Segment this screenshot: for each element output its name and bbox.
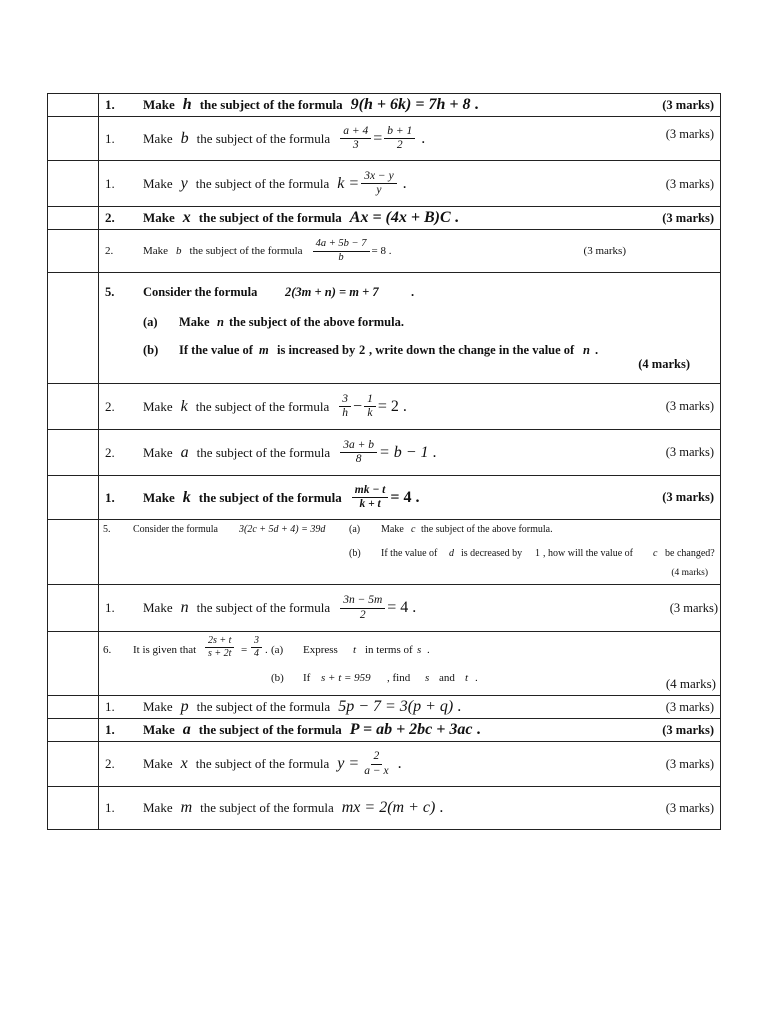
part-b-text: If the value of	[381, 548, 438, 559]
part-b-label: (b)	[143, 343, 159, 357]
fraction: $\frac{b + 1}{2}$	[384, 125, 415, 152]
formula-end: .	[421, 129, 426, 147]
formula-rhs: = 4	[387, 599, 409, 616]
subject-variable: h	[182, 96, 192, 113]
question-text: Make	[143, 130, 173, 146]
number-column-cell	[48, 273, 99, 384]
marks: (3 marks)	[665, 127, 714, 141]
question-text: Make	[143, 444, 173, 460]
question-cell	[99, 94, 721, 117]
formula-end: .	[412, 599, 417, 616]
table-row	[48, 207, 721, 230]
marks: (3 marks)	[662, 97, 714, 112]
part-a-text: Express	[303, 644, 338, 656]
formula-rhs: = 2	[377, 397, 399, 415]
marks: (4 marks)	[638, 357, 690, 371]
fraction: $\frac{2}{a - x}$	[364, 750, 389, 777]
formula-rhs: = 8	[371, 245, 386, 257]
part-b-text: If the value of	[179, 343, 253, 357]
number-column-cell	[48, 230, 99, 273]
marks: (3 marks)	[665, 399, 714, 413]
number-column-cell	[48, 742, 99, 787]
part-b-label: (b)	[271, 672, 284, 684]
part-b-rest: , find	[387, 672, 411, 684]
question-cell	[99, 719, 721, 742]
formula-end: .	[397, 755, 402, 772]
fraction: $\frac{2s + t}{s + 2t}$	[205, 635, 234, 659]
question-text: Make	[143, 245, 169, 257]
formula-end: .	[415, 488, 420, 506]
number-column-cell	[48, 207, 99, 230]
question-text-rest: the subject of the formula	[195, 175, 330, 191]
question-text: Make	[143, 756, 173, 771]
subject-variable: x	[182, 209, 191, 226]
fraction: $\frac{a + 4}{3}$	[340, 125, 371, 152]
question-text-rest: the subject of the formula	[199, 97, 343, 112]
question-text: Make	[143, 699, 173, 714]
formula-end: .	[411, 285, 415, 299]
question-number: 2.	[105, 245, 114, 257]
question-text: It is given that	[133, 644, 197, 656]
part-b-text: If	[303, 672, 311, 684]
table-row	[48, 476, 721, 520]
part-a-label: (a)	[349, 524, 361, 535]
formula-rhs: = 4	[390, 488, 412, 506]
part-a-text: Make	[179, 315, 210, 329]
subject-variable: n	[180, 599, 189, 616]
fraction: $\frac{3a + b}{8}$	[340, 439, 377, 466]
question-number: 5.	[103, 524, 111, 535]
marks: (3 marks)	[665, 177, 714, 191]
subject-variable: m	[180, 799, 193, 816]
number-column-cell	[48, 787, 99, 830]
marks: (3 marks)	[665, 756, 714, 771]
question-text-rest: the subject of the formula	[198, 489, 342, 505]
formula: 3(2c + 5d + 4) = 39d	[239, 524, 326, 535]
number-column-cell	[48, 719, 99, 742]
table-row	[48, 273, 721, 384]
question-text-rest: the subject of the formula	[195, 398, 330, 414]
questions-table	[47, 93, 721, 830]
part-b-mid: is increased by	[277, 343, 356, 357]
fraction: $\frac{mk - t}{k + t}$	[352, 484, 389, 511]
formula: 5p − 7 = 3(p + q)	[338, 698, 454, 715]
subject-variable: a	[180, 443, 189, 461]
marks: (3 marks)	[662, 490, 714, 504]
part-a-variable: n	[217, 315, 224, 329]
formula: 2(3m + n) = m + 7	[285, 285, 379, 299]
part-b-variable-2: t	[465, 672, 469, 684]
number-column-cell	[48, 94, 99, 117]
question-number: 2.	[105, 398, 115, 414]
formula-end: .	[432, 443, 437, 461]
formula: P = ab + 2bc + 3ac	[349, 721, 473, 738]
formula-lhs: y =	[337, 755, 360, 772]
part-b-end: .	[595, 343, 599, 357]
question-number: 5.	[105, 285, 115, 299]
marks: (3 marks)	[662, 210, 714, 225]
marks: (3 marks)	[662, 722, 714, 737]
question-text-rest: the subject of the formula	[198, 722, 342, 737]
table-row	[48, 117, 721, 161]
part-b-variable-2: c	[653, 548, 658, 559]
question-cell	[99, 117, 721, 161]
part-a-variable: c	[411, 524, 416, 535]
question-text-rest: the subject of the formula	[200, 800, 334, 815]
equals: =	[241, 644, 248, 656]
part-a-label: (a)	[143, 315, 158, 329]
table-row	[48, 520, 721, 585]
question-text: Make	[143, 175, 173, 191]
question-cell	[99, 696, 721, 719]
subject-variable: k	[182, 488, 191, 506]
part-b-variable: m	[259, 343, 269, 357]
table-row	[48, 384, 721, 430]
question-cell	[99, 161, 721, 207]
question-text: Make	[143, 210, 175, 225]
question-number: 1.	[105, 800, 115, 815]
table-row	[48, 632, 721, 696]
formula: 9(h + 6k) = 7h + 8	[350, 96, 471, 113]
number-column-cell	[48, 476, 99, 520]
question-cell	[99, 207, 721, 230]
question-cell	[99, 520, 721, 585]
number-column-cell	[48, 696, 99, 719]
part-a-end: .	[427, 644, 430, 656]
formula-end: .	[388, 245, 392, 257]
question-text: Make	[143, 722, 175, 737]
question-number: 1.	[105, 722, 115, 737]
formula-end: .	[402, 174, 407, 192]
part-a-variable: t	[353, 644, 357, 656]
question-text: Make	[143, 800, 173, 815]
formula-end: .	[454, 209, 459, 226]
subject-variable: x	[180, 755, 188, 772]
question-cell	[99, 632, 721, 696]
part-a-text: Make	[381, 524, 404, 535]
number-column-cell	[48, 384, 99, 430]
formula: mx = 2(m + c)	[341, 799, 436, 816]
question-number: 1.	[105, 175, 115, 191]
part-b-variable: s	[425, 672, 430, 684]
question-number: 1.	[105, 489, 115, 505]
subject-variable: b	[180, 129, 189, 147]
question-cell	[99, 430, 721, 476]
part-b-label: (b)	[349, 548, 361, 559]
part-a-rest: in terms of	[365, 644, 413, 656]
table-row	[48, 787, 721, 830]
part-b-rest: , write down the change in the value of	[369, 343, 575, 357]
equals: =	[373, 129, 383, 147]
formula-lhs: k =	[337, 174, 360, 192]
question-text-rest: the subject of the formula	[195, 756, 330, 771]
question-text: Make	[143, 600, 173, 615]
marks: (3 marks)	[665, 800, 714, 815]
marks: (4 marks)	[671, 568, 708, 578]
table-row	[48, 430, 721, 476]
question-cell	[99, 384, 721, 430]
number-column-cell	[48, 585, 99, 632]
question-cell	[99, 742, 721, 787]
question-text: Make	[143, 97, 175, 112]
table-row	[48, 742, 721, 787]
question-number: 2.	[105, 444, 115, 460]
marks: (4 marks)	[665, 676, 716, 691]
formula-end: .	[402, 397, 407, 415]
subject-variable: y	[180, 174, 188, 192]
part-b-end: be changed?	[665, 548, 715, 559]
part-b-end: .	[475, 672, 478, 684]
number-column-cell	[48, 161, 99, 207]
question-text-rest: the subject of the formula	[196, 699, 331, 714]
subject-variable: b	[176, 245, 182, 257]
question-text-rest: the subject of the formula	[196, 130, 331, 146]
formula-end: .	[474, 96, 479, 113]
question-text-rest: the subject of the formula	[198, 210, 342, 225]
question-text-rest: the subject of the formula	[196, 600, 331, 615]
marks: (3 marks)	[665, 445, 714, 459]
part-b-mid: is decreased by	[461, 548, 523, 559]
number-column-cell	[48, 632, 99, 696]
question-cell	[99, 476, 721, 520]
subject-variable: a	[182, 721, 191, 738]
table-row	[48, 585, 721, 632]
question-text: Consider the formula	[143, 285, 258, 299]
question-number: 1.	[105, 130, 115, 146]
marks: (3 marks)	[583, 245, 626, 257]
formula-end: .	[265, 644, 268, 656]
fraction: $\frac{3x - y}{y}$	[361, 170, 396, 197]
part-b-variable-2: n	[583, 343, 590, 357]
part-a-variable-2: s	[417, 644, 422, 656]
table-row	[48, 161, 721, 207]
part-b-and: and	[439, 672, 455, 684]
part-b-formula: s + t = 959	[321, 672, 371, 684]
question-text: Make	[143, 398, 173, 414]
question-cell	[99, 273, 721, 384]
formula: Ax = (4x + B)C	[349, 209, 451, 226]
table-row	[48, 230, 721, 273]
part-a-rest: the subject of the above formula.	[421, 524, 553, 535]
question-text-rest: the subject of the formula	[189, 245, 303, 257]
part-b-rest: , how will the value of	[543, 548, 633, 559]
formula-end: .	[476, 721, 481, 738]
question-text: Consider the formula	[133, 524, 218, 535]
question-cell	[99, 585, 721, 632]
table-row	[48, 719, 721, 742]
marks: (3 marks)	[669, 600, 718, 615]
question-text-rest: the subject of the formula	[196, 444, 331, 460]
part-b-variable: d	[449, 548, 454, 559]
fraction: $\frac{3}{4}$	[251, 635, 262, 659]
question-cell	[99, 230, 721, 273]
number-column-cell	[48, 430, 99, 476]
part-a-label: (a)	[271, 644, 284, 656]
question-number: 2.	[105, 756, 115, 771]
fraction: $\frac{1}{k}$	[364, 393, 376, 420]
fraction: $\frac{3n - 5m}{2}$	[340, 594, 385, 621]
part-b-number: 2	[359, 343, 366, 357]
number-column-cell	[48, 520, 99, 585]
subject-variable: p	[180, 698, 189, 715]
question-number: 1.	[105, 600, 115, 615]
table-row	[48, 94, 721, 117]
subject-variable: k	[180, 397, 188, 415]
question-cell	[99, 787, 721, 830]
part-a-rest: the subject of the above formula.	[229, 315, 404, 329]
fraction: $\frac{4a + 5b - 7}{b}$	[313, 238, 370, 263]
formula-end: .	[457, 698, 462, 715]
fraction: $\frac{3}{h}$	[339, 393, 351, 420]
minus: −	[353, 397, 363, 415]
question-text: Make	[143, 489, 175, 505]
formula-rhs: = b − 1	[378, 443, 429, 461]
number-column-cell	[48, 117, 99, 161]
marks: (3 marks)	[665, 699, 714, 714]
question-number: 1.	[105, 699, 115, 714]
formula-end: .	[439, 799, 444, 816]
table-row	[48, 696, 721, 719]
question-number: 1.	[105, 97, 115, 112]
question-number: 2.	[105, 210, 115, 225]
question-number: 6.	[103, 644, 112, 656]
part-b-number: 1	[535, 548, 540, 559]
